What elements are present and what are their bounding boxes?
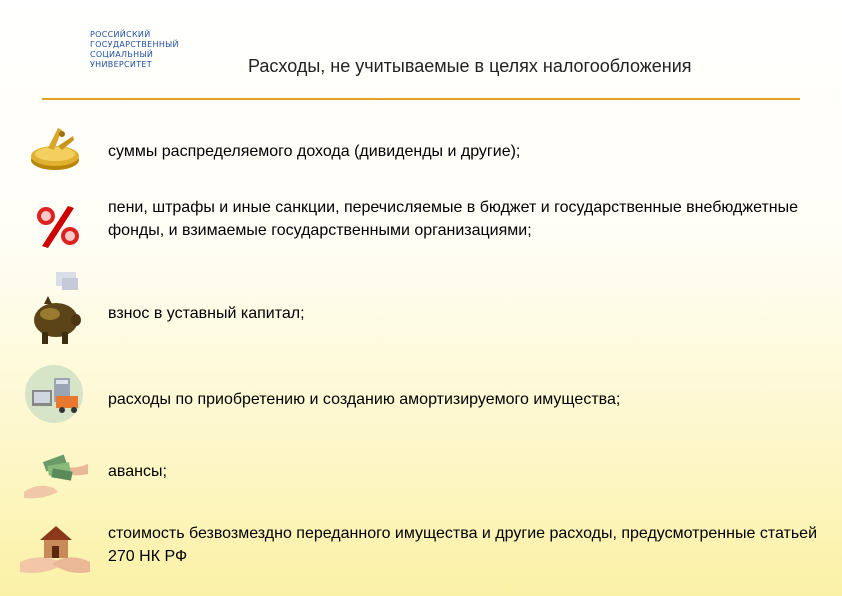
office-equipment-icon [18, 364, 92, 424]
money-handover-icon [18, 444, 92, 504]
item-text: суммы распределяемого дохода (дивиденды и другие); [108, 143, 521, 160]
item-text: пени, штрафы и иные санкции, перечисляемые в бюджет и государственные внебюджетные фонды, и взимаемые государственными организациями; [108, 199, 799, 239]
item-text: расходы по приобретению и созданию амортизируемого имущества; [108, 391, 621, 408]
title-divider [42, 98, 800, 100]
item-text: авансы; [108, 463, 167, 480]
house-in-hands-icon [18, 518, 92, 578]
gold-coins-icon [18, 118, 92, 178]
percent-icon [18, 196, 92, 256]
logo-line: УНИВЕРСИТЕТ [90, 60, 152, 69]
logo-line: ГОСУДАРСТВЕННЫЙ [90, 40, 179, 49]
logo-line: РОССИЙСКИЙ [90, 30, 151, 39]
item-text: стоимость безвозмездно переданного имущества и другие расходы, предусмотренные статьей 270 НК РФ [108, 525, 818, 565]
item-text: взнос в уставный капитал; [108, 305, 305, 322]
logo-line: СОЦИАЛЬНЫЙ [90, 50, 154, 59]
university-logo [90, 30, 179, 70]
piggy-bank-icon [18, 270, 92, 350]
slide-title: Расходы, не учитываемые в целях налогообложения [248, 56, 692, 76]
